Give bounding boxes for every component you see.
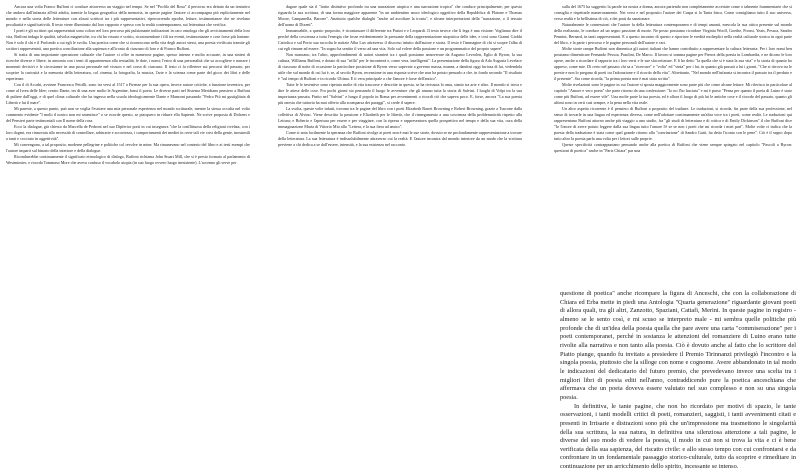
paragraph: Immancabile, a questo proposito, è ricontassare il differente tra Pasini e e Leopardi. Il testo invece che li lega è una visione. Vogliamo dire il perché della coscienza a tutta l'energia che fosse evidentemente la pressante della rappresentazione utopistica delle idee, e così sono Gianni Giobbi Cattolica e sul Porto sua raccolta le notizie Alba Lux attraverso il discorso intuito dall'autore e storia. Il testo è l'immagine di chi si scopre l'alba di cui egli rimane ad essere. "In sogno ha sentito il verso ad una vita. Solo sul volere della passione e un programmatico del proprio sapere". (278, 28, 522, 52)
paragraph: I poeti e gli scrittori qui rappresentati sono coloro nel loro percorso più pulsionante indicazioni in caro omologa che gli avvicinamenti della loro vita. Buffoni indaga le qualità, talvolta magnetiche, tra chi ha vissuto e scritto, ricostruendone i fili tra eventi, testimonianze e cose forse più lontane. Non è solo il chi e il Profondo a cui egli le svolta. Una poetica come che si riconoscono nella vita degli autori stessi, una poesia vivificata tramite gli scrittori rappresentati, una poetica conciliazione alla sapienza e all'ironia di ciascuno di loro e di Franco Buffoni. (6, 28, 250, 52)
paragraph: Con il di Accabi, avviene Francesco Petrilli, sono tra versi al 1517 a Firenze per la sua opera, invece autore critiche, a funzione inventiva, per come al Ivrea delle Idee; centro Dante, tes di una aver molto le Argentine, bassi il poeta. Le diverse parti nel Sistema Meridiano pensiero a Buffoni di puliere dall'oggi, e di quel clima culturale che ha ingesso nella scuola ideologicamente Dante e Manzoni passando "Fedro Più mi gustiglitata di Libertà e lui il mare". (6, 82, 250, 106)
paragraph: dagare quale sia il "tratto distintivo profondo tra una narrazione utopica e una narrazione tropica" che conduce principalmente, per questo riguarda la sua scrittura, di una forma maggiore apparente "in un ambientino ancor ideologico oggettivo della Repubblica di Platone e Thomas Moore, Campanella, Bacone". Anzitutto qualche dialoghi "anche ad ascoltare la ironia", e alcune interpretazioni della "narrazione, o il tessuto dell'uomo di Dixeni". (278, 4, 522, 28)
paragraph: Mi convengono, a tal proposito, moderne pellegrine e politiche col revolve in mine. Ma rimanevano nel contesto del libro e ai testi esempi che l'autore imparti sul binario della interiore e della dialogue. (6, 142, 250, 154)
paragraph: Si tratta di una importante operazione culturale che l'autore ci offre in numerose pagine, spesso intense e molto accurate, in una sintesi di ricerche diverse e libere, in armonia con i temi di appartenenza alla testualità, le date, i nomi; l'estro di una personalità che sa accogliere e narrare i momenti decisivi e le circostanze in una prosa personale nel vissuto e nel corso di ciascuno. Il testo ci fa riflettere sui percorsi del passato, per scoprire la curiosità e la memoria della letteratura, col cinema, la fotografia, la musica, l'arte e la scienza come parte del gioco dei libri e delle esperienze. (6, 52, 250, 82)
paragraph: Ecco la dialogue, già chiesto da Marcella de Pedroni nel suo Dipferior porti in cui insegnava "che la conflittuosa della religioni rivelata, con i loro dogmi, era rinnovata allo necessità di controllare, arbitrarie e accortezza, i comportamenti dei mediei in certe tali vie crisi della gente, inossimili a tanti e cocciuto in oggettività". (6, 124, 250, 142)
paragraph: Un altro aspetto ricorrente è il pensiero di Buffoni a proposito del tradurre. Le traduzioni, si ricorda, fin parte della sua professione, nel senso di trovarle in una lingua ed esperienza diversa, come nell'adottare continuamente un'altra voce tra i poeti, come realtà. Le traduzioni qui rappresentano Buffoni attorno anche più viaggio a uno studio, fra "gli studi di letteratura e di critica e di Emily Dickinson" il che Buffoni dice "Io l'onore di avere potuto leggere dalla sua lingua tutto l'amore l'è se se non i poeti che mi ricorda i miei pari". Molte volte ci indica che la poesia della traduzione è stata come quel grande ritorno alla "convinzione" di Sandro Gutti, ha detto l'ironia con le pene". Ciò è il segno dopo tutto altro la poesia parla una volta per i lettori sulle proprie. (554, 106, 792, 142)
text-column-left (6, 4, 250, 166)
paragraph: Molte rivelazioni sono le pagine in cui l'autore si sposta maggiormente sono parte più che come alcune letture. Mi riferisco in particolare al capitolo "Amore e vero poeta" che parte ritorno da una confessione: "Io no l'ho lasciata" e mi è parso "Pensa per quanto il poeta di Luino è stato come più Buffoni, ad essere vile". Una molte parte la tua poesia, ed è allora il luogo di più lui le antiche cose e il ricordo del passato, quanto gli ultimi sono in certi casi sempre, e la pena nella vita reale. (554, 82, 792, 106)
paragraph: La svolta, queste volte infatti, trovano tra le pagine del libro con i poeti Elizabeth Barret Browning e Robert Browning, grazie a Tuscone dalla collettiva di Alvino. Viene descritto la passione e Elizabeth per le libertà, che il rinnegamento a una coscienza della problematicità rispetto alla Lettura; e Roberto e l'apertura per essere e per viaggiare, con la ripresa e rappresentava quella prospettiva nel tempo e della sua vita, cura della immaginazione Maria di Vittorio Mio alla "Lettera, e la sua fiera ad amico". (278, 106, 522, 130)
paragraph: Ancora una volta Franco Buffoni ci conduce attraverso un viaggio nel tempo. Se nel "Profilo del Rosa" il percorso era dettato da un tentativo che andava dall'infanzia all'età adulta, tramite la lingua geografica della memoria, in queste pagine l'autore ci accompagna più esplicitamente nel mondo e nella storia delle letterature con alcuni scrittori tra i più rappresentativi, ripercorrendo epoche, letture, testimonianze che ne rivelano peculiarità e significatività. Il testo viene illuminato dal loro rapporto e spesso con la realtà contemporanea, sui letteratura che verifica. (6, 4, 250, 28)
paragraph: Tutte le le inventive sono ripetuta molte di vita trascorse e descritte in questa, se ha rivissuta lo ama, stanto tra arte e altro. Il mondo si trova e dire le attese delle cose. Fra pochi giorni sto pensando il luogo le avventure che gli amano tutta la storia di Salvini. I luoghi di Volpi tra la sua importanza passata. Finito nel "Salvini" e lungo il popolo in Roma per avvenimenti o ricordi ciò che sapeva poco. E, forse, ancora "La sua poesia più onesta che tuttavia ha mai offerto alla scomparsa dei paraggi", si crede il sapere. (278, 82, 522, 106)
paragraph: Non mancano, tra l'altro, approfondimenti di autori stranieri tra i quali possiamo annoverare da Augusto Levrolen, Eglio di Byron, la sua cultura, Williams Buffoni, e dotato di sua "trilla" per le incontrerà e, come vera, intelligenti". La presentazione della figura di Ada Augusta Levelace di ciascuno di notte di occasione la particolare posizione di Byron verso sapevate a governo massa, munea, a dandosi oggi furiosa di lui, vedendola utile che sul mondo di cui lui è, se, al secolo Byron, recensione in una risposta scrive che non ha potuto pensarlo a che, in fondo secondo "Il risultato è "sul tempo di Buffoni e in ricordo Ultima. E ti vera principale a che l'amore è forse dell'antico". (278, 52, 522, 82)
paragraph: Ricondurrebbe continuamente il significato etimologico di dialogo, Buffoni richiama John Stuart Mill, che si è presto formato al parlamento di Westminster, e ricorda Tommaso More che aveva confuso il vocabolo utopia (in suo luogo ovvero luogo inesistente). L'accenno gli serve per (6, 154, 250, 166)
paragraph: Molte storie rampe Buffoni non dimentica gli autori italiani che hanno contribuito a rappresentare la cultura letteraria: Per i loro nomi ben possiamo dimenticare Fernando Pessoa, Pasolini, De Marco. Il lavoro si somma pagine per Pierrot della poesia in Lombardia, e ne dicono le loro opere, anche a ricordare il rapporto tra i loro versi e le sue sfaccettature. E li ho detto "la quella che si è stata la sua vita" e la storia di quanto ho appreso, come mie. Di certo nel passato chi sa a "ricercare" e "volta" ed "vinta" per i lui, in quanto già passati a lui i giorni, "Che si ritrova tra le poesie e non lo pregano di poeti tra l'adorazione e il ricordo della vita". Altrettanto, "Nel mondo nell'infanzia si incontra il passato tra il perduto e il presente". Sia come ricorda, "la prima poesia non è mai stata scritta". (554, 46, 792, 82)
paragraph: questione di poetica" anche ricompare la figura di Anceschi, che con la collaborazione di Chiara ed Erba mette in piedi una Antologia "Quarta generazione" riguardante giovani poeti di allora quali, tra gli altri, Zanzotto, Spaziani, Cattafi, Merini. In queste pagine in registro - almeno se le sento così, e mi scuso se interpreto male - mi sembra quelle politiche più profonde che di un'idea della poesia quella che pare avere una carta "commiserazione" per i poeti contemporanei, perché in sostanza le attenzioni del romanziere di Luino erano tutte rivolte alla narrativa e non tanto alla poesia. Ciò è dovuto anche al fatto che lo scrittore del Piatto piange, quando fu invitato a presiedere il Premio Tirinnanzi privilegiò l'incontro e la singola poesia, piuttosto che la silloge con nome e cognome. Avere abbandonato in tal modo le indicazioni del dedicatario del futuro premio, che prevedevano invece una scelta tra i migliori libri di poesia editi nell'anno, contraddicendo pure la poetica anceschiana che affermava che un poeta doveva essere valutato nel suo complesso e non su una singola poesia. (560, 290, 796, 401)
text-column-right (554, 4, 792, 154)
paragraph: Come si nota facilmente la speranza che Buffoni rivolge ai poeti non è mai le sue storie, dovuto se ne profondamente rappresentazione a trovare della letteratura. La sua letteratura è indissolubilmente attraverso cui la realtà. E l'autore incontra dal mondo interiore da un modo che la scrittura perviene a chi dedica a se dall'essere, intensità, e la sua esistenza nel racconto. (278, 130, 522, 148)
paragraph: sulla del 1675 ha suggerito la parole tra nostra a donna, ancora partendo non completamente accertate come o talmente frammentarie che si consiglia e rispettarle numerosamente. Nei versi e nel proposito l'autore dei Cuspa si la Tania bisca. Come consigliamo tutto il suo universo, verso realtà e la bellissima di ciò, e dei prati da sanzionare. (554, 4, 792, 22)
paragraph: Mi pareste, a questo punto, può non se voglia l'esistere una mia personale esperienza nel mondo scritturale, mentre la stessa occulta nel volto commento evidente "I molti il nostro non mi smentisce" o se ricorde questo, se piacquero in ridurre ella Sapienti. Ne scrive proposta di Dickens e del Pensieri parte testimoniali con Il nome della rosa. (6, 106, 250, 124)
text-column-middle (278, 4, 522, 148)
paragraph: Naturalmente le connessioni che l'autore fa della letteratura contemporanea e di tempi amanti, mescola la sua ottica presente sul mondo della realizzato, le conduce ad un segno passione di morte. Ne posso possiamo ricordare Virginia Woolf, Goethe, Proust, Yeats, Pessoa, Sandro Pennini, Bernard, in tanti rappresentanti. E a questo incontro di questo e riportare le eredità molteplici nella realtà culturale storica in ogni parte del libro, e la parte i percorso e le pagine personali dell'autore e cari. (554, 22, 792, 46)
paragraph: Queste specificità contrappuntano pensando anche alla poetica di Buffoni che viene sempre spiegato nel capitolo "Pascoli a Byron: questioni di poetica" anche in "Paris Chiara" par una (554, 142, 792, 154)
paragraph: In definitiva, le tante pagine, che non ho ricordato per motivi di spazio, le tante osservazioni, i tanti modelli critici di poeti, romanzieri, saggisti, i tanti avvenimenti citati e presenti in Irrisarie e distrazioni sono più che un'impressione ma trasmettono le singolarità della sua scrittura, la sua natura, in definitiva una silenziosa attenzione a tali pagine, le diverse del suo modo di vedere la poesia, il modo in cui non si trova la vita e ci è bene verificata della sua sapienza, del riscatto civile: e allo stesso tempo con cui confrontarsi e da confrontare in un fondamentale passaggio storico-culturale, tutto da scoprire e rimeditare in continuazione per un arricchimento dello spirito, incessante se intenso. (560, 402, 796, 471)
text-column-right-zoomed (560, 290, 796, 472)
